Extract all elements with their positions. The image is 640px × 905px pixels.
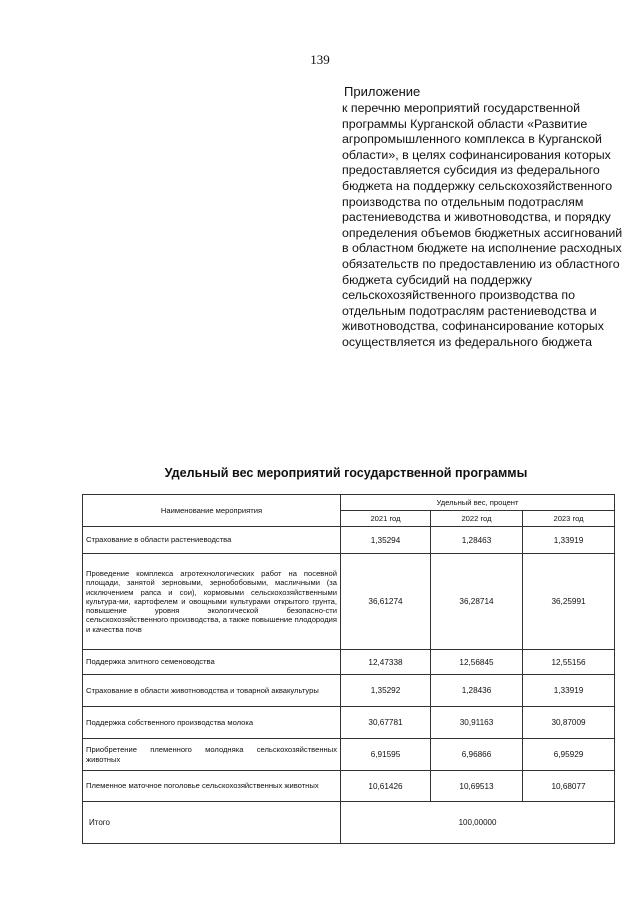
row-name: Страхование в области животноводства и товарной аквакультуры <box>83 675 341 707</box>
page-number: 139 <box>310 52 330 67</box>
row-value-2021: 10,61426 <box>341 771 431 802</box>
row-value-2023: 1,33919 <box>523 675 615 707</box>
row-value-2022: 12,56845 <box>431 650 523 675</box>
col-share-header: Удельный вес, процент <box>341 495 615 511</box>
row-value-2021: 36,61274 <box>341 554 431 650</box>
table-header-row <box>83 495 615 511</box>
row-value-2022: 6,96866 <box>431 739 523 771</box>
row-value-2022: 1,28436 <box>431 675 523 707</box>
row-name: Страхование в области растениеводства <box>83 527 341 554</box>
row-value-2021: 6,91595 <box>341 739 431 771</box>
row-name: Проведение комплекса агротехнологических работ на посевной площади, занятой зерновыми, зернобобовыми, масличными (за исключением рапса и сои), кормовыми сельскохозяйственными культура-ми, картофелем и овощными культурами открытого грунта, повышение уровня экологической безопасно-сти сельскохозяйственного производства, а также повышение плодородия и качества почв <box>83 554 341 650</box>
year-2022-header: 2022 год <box>431 511 523 527</box>
row-value-2021: 1,35292 <box>341 675 431 707</box>
row-value-2023: 1,33919 <box>523 527 615 554</box>
year-2023-header: 2023 год <box>523 511 615 527</box>
row-value-2021: 1,35294 <box>341 527 431 554</box>
row-value-2022: 30,91163 <box>431 707 523 739</box>
table-row <box>83 739 615 771</box>
row-value-2022: 36,28714 <box>431 554 523 650</box>
table-row <box>83 771 615 802</box>
row-value-2022: 10,69513 <box>431 771 523 802</box>
appendix-block <box>342 84 627 351</box>
appendix-body: к перечню мероприятий государственной программы Курганской области «Развитие агропромышленного комплекса в Курганской области», в целях софинансирования которых предоставляется субсидия из федерального бюджета на поддержку сельскохозяйственного производства по отдельным подотраслям растениеводства и животноводства, и порядку определения объемов бюджетных ассигнований в областном бюджете на исполнение расходных обязательств по предоставлению из областного бюджета субсидий на поддержку сельскохозяйственного производства по отдельным подотраслям растениеводства и животноводства, софинансирование которых осуществляется из федерального бюджета <box>342 101 623 349</box>
programs-share-table <box>82 494 615 844</box>
row-value-2021: 12,47338 <box>341 650 431 675</box>
table-total-row <box>83 802 615 844</box>
row-name: Приобретение племенного молодняка сельскохозяйственных животных <box>83 739 341 771</box>
row-name: Поддержка собственного производства молока <box>83 707 341 739</box>
row-name: Поддержка элитного семеноводства <box>83 650 341 675</box>
row-name: Племенное маточное поголовье сельскохозяйственных животных <box>83 771 341 802</box>
row-value-2023: 12,55156 <box>523 650 615 675</box>
row-value-2023: 6,95929 <box>523 739 615 771</box>
table-row <box>83 675 615 707</box>
row-value-2023: 36,25991 <box>523 554 615 650</box>
row-value-2023: 10,68077 <box>523 771 615 802</box>
appendix-heading: Приложение <box>344 84 421 99</box>
row-value-2021: 30,67781 <box>341 707 431 739</box>
row-value-2022: 1,28463 <box>431 527 523 554</box>
total-value: 100,00000 <box>341 802 615 844</box>
table-title: Удельный вес мероприятий государственной программы <box>164 466 528 480</box>
table-row <box>83 650 615 675</box>
year-2021-header: 2021 год <box>341 511 431 527</box>
table-row <box>83 527 615 554</box>
table-row <box>83 707 615 739</box>
total-label: Итого <box>83 802 341 844</box>
col-name-header: Наименование мероприятия <box>83 495 341 527</box>
row-value-2023: 30,87009 <box>523 707 615 739</box>
table-row <box>83 554 615 650</box>
